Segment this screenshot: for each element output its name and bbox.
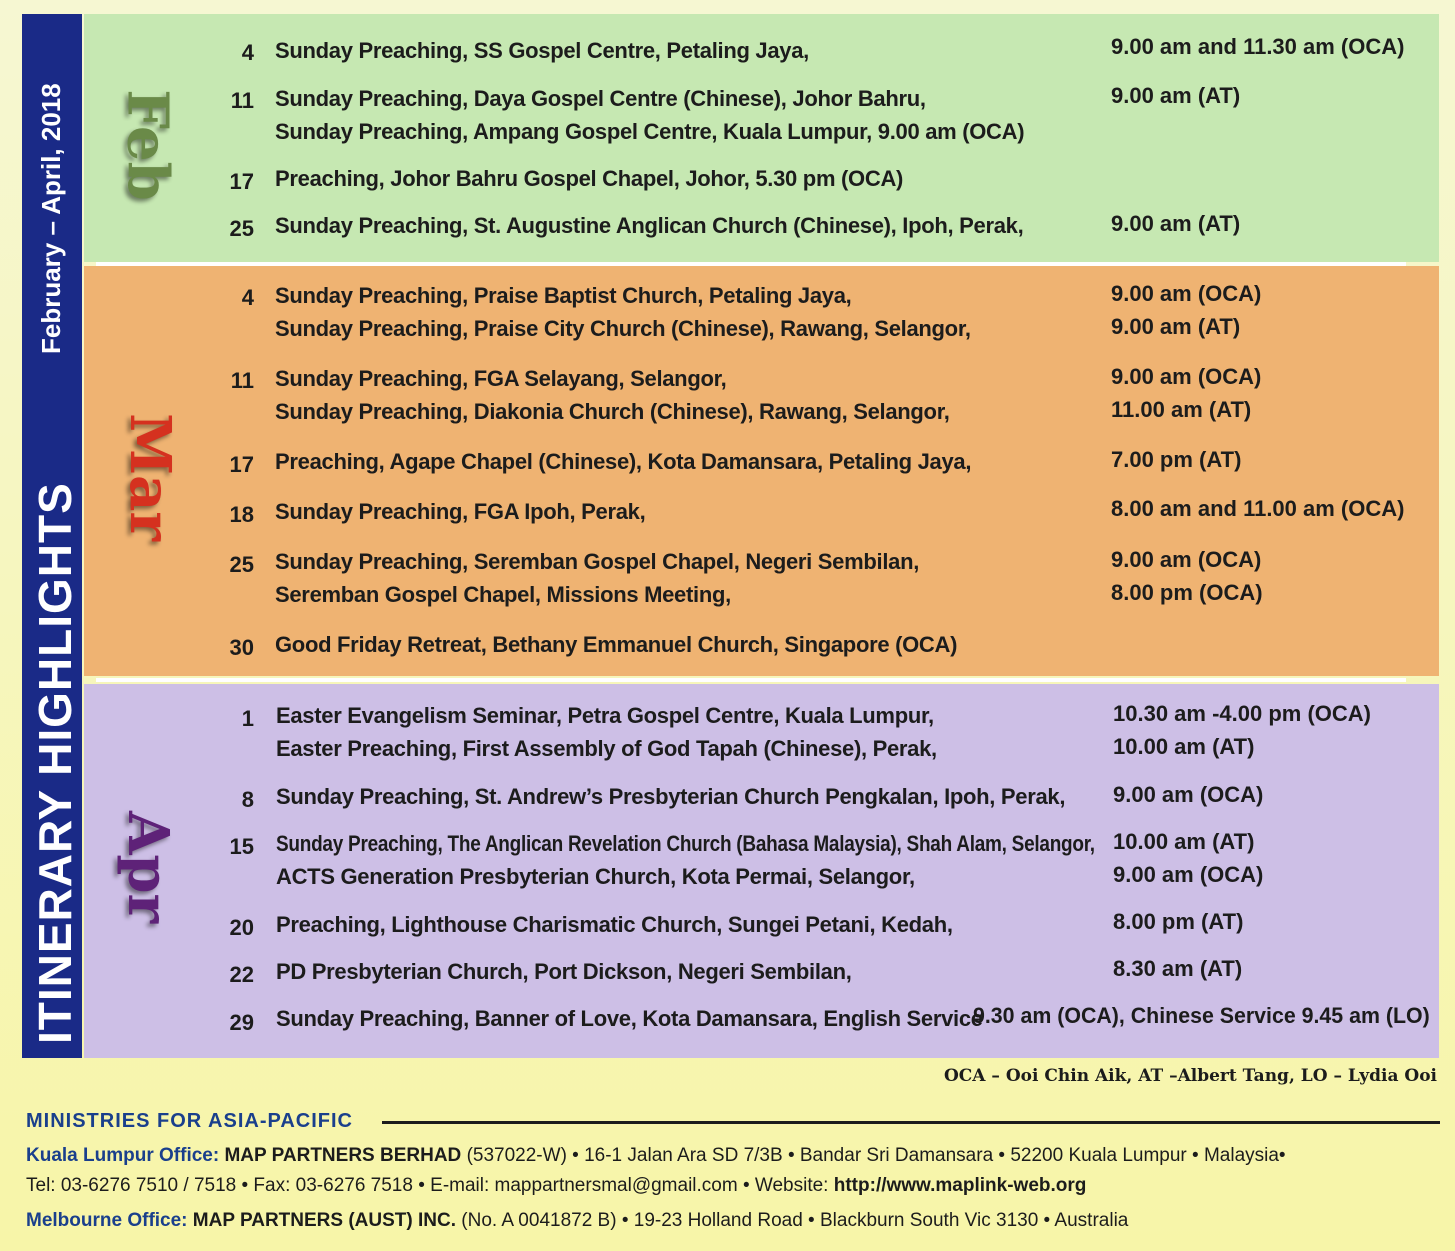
kl-office-name: MAP PARTNERS BERHAD [224, 1145, 462, 1166]
entry-line: Sunday Preaching, Diakonia Church (Chinese), Rawang, Selangor, [275, 399, 950, 424]
entry-day: 11 [230, 368, 254, 393]
entry-time: 8.30 am (AT) [1113, 956, 1243, 981]
entry-time: 11.00 am (AT) [1111, 397, 1252, 422]
entry-line: PD Presbyterian Church, Port Dickson, Negeri Sembilan, [276, 959, 852, 984]
entry-day: 4 [241, 40, 254, 65]
entry-time: 9.30 am (OCA), Chinese Service 9.45 am (LO) [973, 1003, 1430, 1028]
entry-line: Sunday Preaching, Seremban Gospel Chapel, Negeri Sembilan, [275, 549, 920, 574]
kl-office-address: (537022-W) • 16-1 Jalan Ara SD 7/3B • Bandar Sri Damansara • 52200 Kuala Lumpur • Malaysia• [461, 1145, 1286, 1166]
entry-time: 9.00 am (AT) [1111, 83, 1241, 108]
entry-time: 9.00 am (OCA) [1111, 364, 1262, 389]
initials-legend: OCA – Ooi Chin Aik, AT –Albert Tang, LO – Lydia Ooi [943, 1066, 1437, 1086]
entry-day: 25 [229, 216, 254, 241]
melbourne-office-label: Melbourne Office: [26, 1210, 188, 1231]
entry-line: Sunday Preaching, Daya Gospel Centre (Chinese), Johor Bahru, [275, 86, 926, 111]
entry-line: Sunday Preaching, St. Augustine Anglican Church (Chinese), Ipoh, Perak, [275, 213, 1024, 238]
entry-line: Sunday Preaching, Banner of Love, Kota Damansara, English Service [276, 1006, 983, 1031]
entry-line: Sunday Preaching, FGA Ipoh, Perak, [275, 499, 646, 524]
entry-line: Sunday Preaching, St. Andrew’s Presbyterian Church Pengkalan, Ipoh, Perak, [276, 784, 1066, 809]
entry-line: Sunday Preaching, SS Gospel Centre, Petaling Jaya, [275, 38, 809, 63]
entry-day: 18 [229, 502, 254, 527]
entry-day: 15 [229, 834, 254, 859]
entry-time: 8.00 pm (OCA) [1111, 580, 1263, 605]
entry-line: Preaching, Johor Bahru Gospel Chapel, Johor, 5.30 pm (OCA) [275, 166, 904, 191]
entry-day: 4 [241, 285, 254, 310]
entry-line: Good Friday Retreat, Bethany Emmanuel Church, Singapore (OCA) [275, 632, 958, 657]
entry-line: Sunday Preaching, Praise Baptist Church, Petaling Jaya, [275, 283, 852, 308]
month-label-feb: Feb [114, 89, 181, 201]
entry-line: Sunday Preaching, FGA Selayang, Selangor, [275, 366, 727, 391]
entry-time: 10.00 am (AT) [1113, 829, 1255, 854]
month-label-apr: Apr [115, 810, 182, 924]
entry-line: Seremban Gospel Chapel, Missions Meeting, [275, 582, 731, 607]
entry-time: 9.00 am (AT) [1111, 314, 1241, 339]
entry-line: Preaching, Agape Chapel (Chinese), Kota Damansara, Petaling Jaya, [275, 449, 972, 474]
contact-details: Tel: 03-6276 7510 / 7518 • Fax: 03-6276 7518 • E-mail: mappartnersmal@gmail.com • Website: [26, 1175, 834, 1196]
entry-time: 9.00 am (OCA) [1111, 281, 1262, 306]
entry-day: 25 [229, 552, 254, 577]
month-label-mar: Mar [116, 413, 183, 541]
entry-day: 11 [230, 88, 254, 113]
footer-rule [382, 1121, 1440, 1124]
entry-time: 10.00 am (AT) [1113, 734, 1255, 759]
footer-heading: MINISTRIES FOR ASIA-PACIFIC [26, 1110, 353, 1132]
band-divider [96, 678, 1406, 682]
kl-office-label: Kuala Lumpur Office: [26, 1145, 220, 1166]
band-divider [96, 262, 1406, 266]
entry-time: 9.00 am (OCA) [1113, 782, 1264, 807]
entry-time: 9.00 am (OCA) [1113, 862, 1264, 887]
entry-line: ACTS Generation Presbyterian Church, Kota Permai, Selangor, [276, 864, 915, 889]
itinerary-dates: February – April, 2018 [36, 83, 66, 354]
entry-day: 17 [229, 169, 254, 194]
entry-line: Sunday Preaching, Ampang Gospel Centre, Kuala Lumpur, 9.00 am (OCA) [275, 119, 1025, 144]
entry-day: 1 [241, 706, 254, 731]
entry-line: Easter Preaching, First Assembly of God Tapah (Chinese), Perak, [276, 736, 937, 761]
entry-time: 9.00 am and 11.30 am (OCA) [1111, 34, 1405, 59]
entry-line: Sunday Preaching, The Anglican Revelation Church (Bahasa Malaysia), Shah Alam, Selangor, [276, 831, 1095, 856]
melbourne-office-line [26, 1210, 1128, 1232]
entry-line: Sunday Preaching, Praise City Church (Chinese), Rawang, Selangor, [275, 316, 971, 341]
entry-line: Preaching, Lighthouse Charismatic Church, Sungei Petani, Kedah, [276, 912, 953, 937]
kl-office-line [26, 1145, 1286, 1167]
entry-time: 9.00 am (AT) [1111, 211, 1241, 236]
entry-day: 8 [241, 787, 254, 812]
entry-time: 10.30 am -4.00 pm (OCA) [1113, 701, 1371, 726]
entry-day: 30 [229, 635, 254, 660]
entry-day: 22 [229, 962, 254, 987]
entry-line: Easter Evangelism Seminar, Petra Gospel Centre, Kuala Lumpur, [276, 703, 934, 728]
sidebar-text-block [22, 14, 82, 1044]
melbourne-office-address: (No. A 0041872 B) • 19-23 Holland Road • Blackburn South Vic 3130 • Australia [456, 1210, 1129, 1231]
contact-line [26, 1175, 1086, 1197]
entry-time: 7.00 pm (AT) [1111, 447, 1242, 472]
entry-time: 9.00 am (OCA) [1111, 547, 1262, 572]
entry-time: 8.00 am and 11.00 am (OCA) [1111, 496, 1405, 521]
melbourne-office-name: MAP PARTNERS (AUST) INC. [192, 1210, 456, 1231]
entry-time: 8.00 pm (AT) [1113, 909, 1244, 934]
entry-day: 20 [229, 915, 254, 940]
entry-day: 17 [229, 452, 254, 477]
itinerary-title: ITINERARY HIGHLIGHTS [29, 482, 81, 1044]
website-link[interactable]: http://www.maplink-web.org [833, 1175, 1087, 1196]
entry-day: 29 [229, 1010, 254, 1035]
